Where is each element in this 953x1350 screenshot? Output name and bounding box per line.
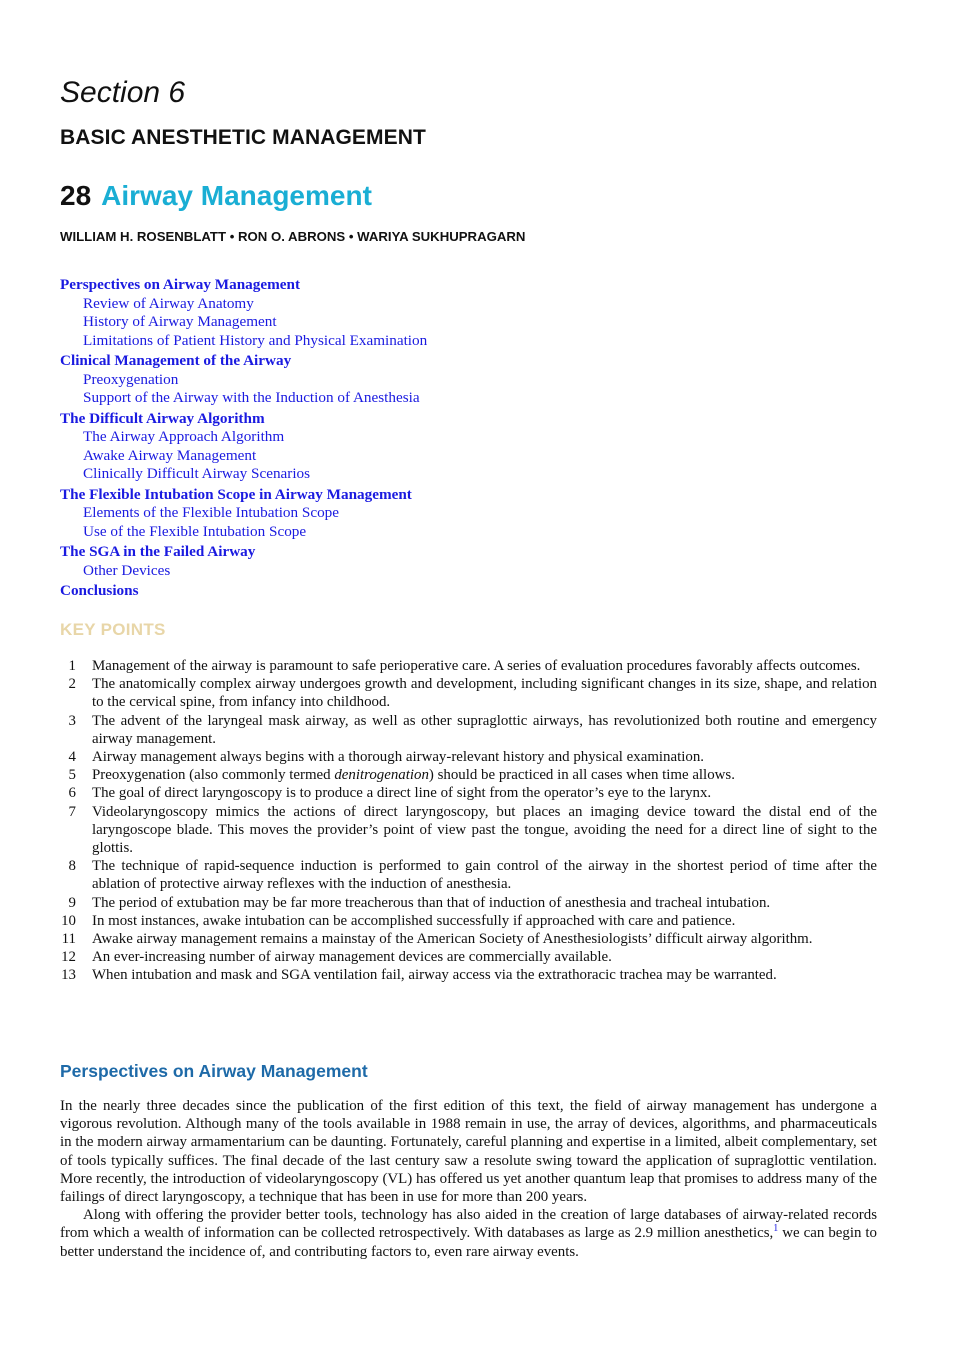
toc-link[interactable]: The Difficult Airway Algorithm	[60, 409, 265, 427]
toc-section	[60, 276, 660, 350]
key-point-number: 13	[61, 967, 76, 984]
key-point-text: ) should be practiced in all cases when time allows.	[428, 767, 735, 784]
toc-section	[60, 410, 660, 484]
key-point-number: 5	[68, 767, 76, 784]
key-point-number: 1	[68, 658, 76, 674]
key-point-text: The period of extubation may be far more treacherous than that of induction of anesthesia and tracheal intubation.	[92, 894, 771, 911]
chapter-heading	[60, 180, 372, 212]
body-paragraph: In the nearly three decades since the publication of the first edition of this text, the field of airway management has undergone a vigorous revolution. Although many of the tools available in 1988 remain in use, the array of devices, algorithms, and pharmaceuticals in the modern airway armamentarium can be daunting. Fortunately, careful planning and expertise in a limited, albeit complementary, set of tools typically suffices. The final decade of the last century saw a resolute swing toward the application of supraglottic ventilation. More recently, the introduction of videolaryngoscopy (VL) has offered us yet another quantum leap that promises to address many of the failings of direct laryngoscopy, a technique that has been in use for more than 200 years.	[60, 1098, 877, 1206]
key-point-number: 7	[68, 803, 76, 820]
body-paragraph	[60, 1206, 877, 1261]
perspectives-body	[60, 1097, 877, 1261]
key-point-text: The anatomically complex airway undergoes growth and development, including significant changes in its size, shape, and relation to the cervical spine, from infancy into childhood.	[92, 676, 877, 711]
key-point	[60, 930, 877, 948]
key-point	[60, 784, 877, 802]
toc-sublink[interactable]: History of Airway Management	[83, 313, 277, 330]
key-point-number: 4	[68, 749, 76, 766]
key-point-text: In most instances, awake intubation can be accomplished successfully if approached with care and patience.	[92, 912, 736, 929]
key-points-list	[60, 657, 877, 985]
toc-sublink[interactable]: Clinically Difficult Airway Scenarios	[83, 465, 311, 482]
toc-section	[60, 543, 660, 580]
toc-sublink[interactable]: Limitations of Patient History and Physical Examination	[83, 331, 428, 349]
key-point-text: Management of the airway is paramount to safe perioperative care. A series of evaluation procedures favorably affects outcomes.	[92, 658, 861, 674]
paragraph-text: we can begin to better understand the incidence of, and contributing factors to, even rare airway events.	[60, 1225, 878, 1260]
reference-link[interactable]: 1	[773, 1223, 779, 1235]
toc-sublink[interactable]: Support of the Airway with the Induction of Anesthesia	[83, 389, 420, 406]
toc-link[interactable]: The SGA in the Failed Airway	[60, 543, 256, 560]
key-point-text: An ever-increasing number of airway management devices are commercially available.	[92, 949, 612, 966]
key-point	[60, 657, 877, 675]
toc-sublink[interactable]: Other Devices	[83, 561, 171, 579]
toc-sublink[interactable]: Preoxygenation	[83, 370, 179, 388]
paragraph-text: Along with offering the provider better tools, technology has also aided in the creation of large databases of airway-related records from which a wealth of information can be collected retrospectively. With databases as large as 2.9 million anesthetics,	[60, 1207, 877, 1242]
key-point-number: 12	[61, 949, 76, 966]
toc-sublink[interactable]: Review of Airway Anatomy	[83, 294, 254, 312]
key-point	[60, 857, 877, 893]
key-point	[60, 748, 877, 766]
toc-section	[60, 352, 660, 408]
key-point	[60, 966, 877, 984]
key-point-number: 11	[61, 931, 76, 948]
key-point	[60, 894, 877, 912]
toc-section	[60, 582, 660, 601]
toc-link[interactable]: Perspectives on Airway Management	[60, 276, 300, 293]
key-point	[60, 948, 877, 966]
key-point-number: 3	[68, 712, 76, 729]
key-points-heading: KEY POINTS	[60, 620, 166, 639]
chapter-authors: WILLIAM H. ROSENBLATT • RON O. ABRONS • WARIYA SUKHUPRAGARN	[60, 229, 526, 244]
key-point-text: Awake airway management remains a mainstay of the American Society of Anesthesiologists’ difficult airway algorithm.	[92, 931, 813, 948]
key-point	[60, 803, 877, 858]
key-point	[60, 675, 877, 711]
key-point	[60, 712, 877, 748]
key-point-text: The technique of rapid-sequence induction is performed to gain control of the airway in the shortest period of time after the ablation of protective airway reflexes with the induction of anesthesia.	[92, 858, 877, 893]
key-point-number: 10	[61, 912, 76, 929]
key-point-text: The advent of the laryngeal mask airway, as well as other supraglottic airways, has revolutionized both routine and emergency airway management.	[92, 712, 877, 747]
key-point	[60, 912, 877, 930]
toc-sublink[interactable]: The Airway Approach Algorithm	[83, 428, 285, 445]
key-point-text: Airway management always begins with a thorough airway-relevant history and physical examination.	[92, 749, 704, 766]
chapter-title: Airway Management	[101, 180, 372, 211]
key-point-number: 9	[68, 894, 76, 911]
key-point-number: 8	[68, 858, 76, 875]
toc-sublink[interactable]: Elements of the Flexible Intubation Scope	[83, 504, 340, 521]
toc-sublink[interactable]: Use of the Flexible Intubation Scope	[83, 522, 307, 540]
key-point-text: Preoxygenation (also commonly termed	[92, 767, 335, 784]
chapter-outline	[60, 276, 660, 603]
toc-link[interactable]: The Flexible Intubation Scope in Airway Management	[60, 485, 412, 503]
toc-sublink[interactable]: Awake Airway Management	[83, 446, 257, 464]
section-label: Section 6	[60, 76, 186, 109]
key-point-text: Videolaryngoscopy mimics the actions of direct laryngoscopy, but places an imaging device toward the distal end of the laryngoscope blade. This moves the provider’s point of view past the tongue, avoiding the need for a direct line of sight to the glottis.	[92, 803, 877, 857]
section-title: BASIC ANESTHETIC MANAGEMENT	[60, 126, 426, 149]
key-point-number: 6	[68, 785, 76, 802]
chapter-number: 28	[60, 180, 92, 211]
key-point-term: denitrogenation	[334, 767, 429, 784]
perspectives-heading: Perspectives on Airway Management	[60, 1061, 368, 1081]
key-point-text: The goal of direct laryngoscopy is to produce a direct line of sight from the operator’s eye to the larynx.	[92, 785, 712, 802]
key-point-text: When intubation and mask and SGA ventilation fail, airway access via the extrathoracic trachea may be warranted.	[92, 967, 777, 984]
key-point-number: 2	[68, 676, 76, 693]
toc-link[interactable]: Clinical Management of the Airway	[60, 352, 292, 369]
key-point	[60, 766, 877, 784]
toc-link[interactable]: Conclusions	[60, 582, 139, 599]
toc-section	[60, 486, 660, 542]
